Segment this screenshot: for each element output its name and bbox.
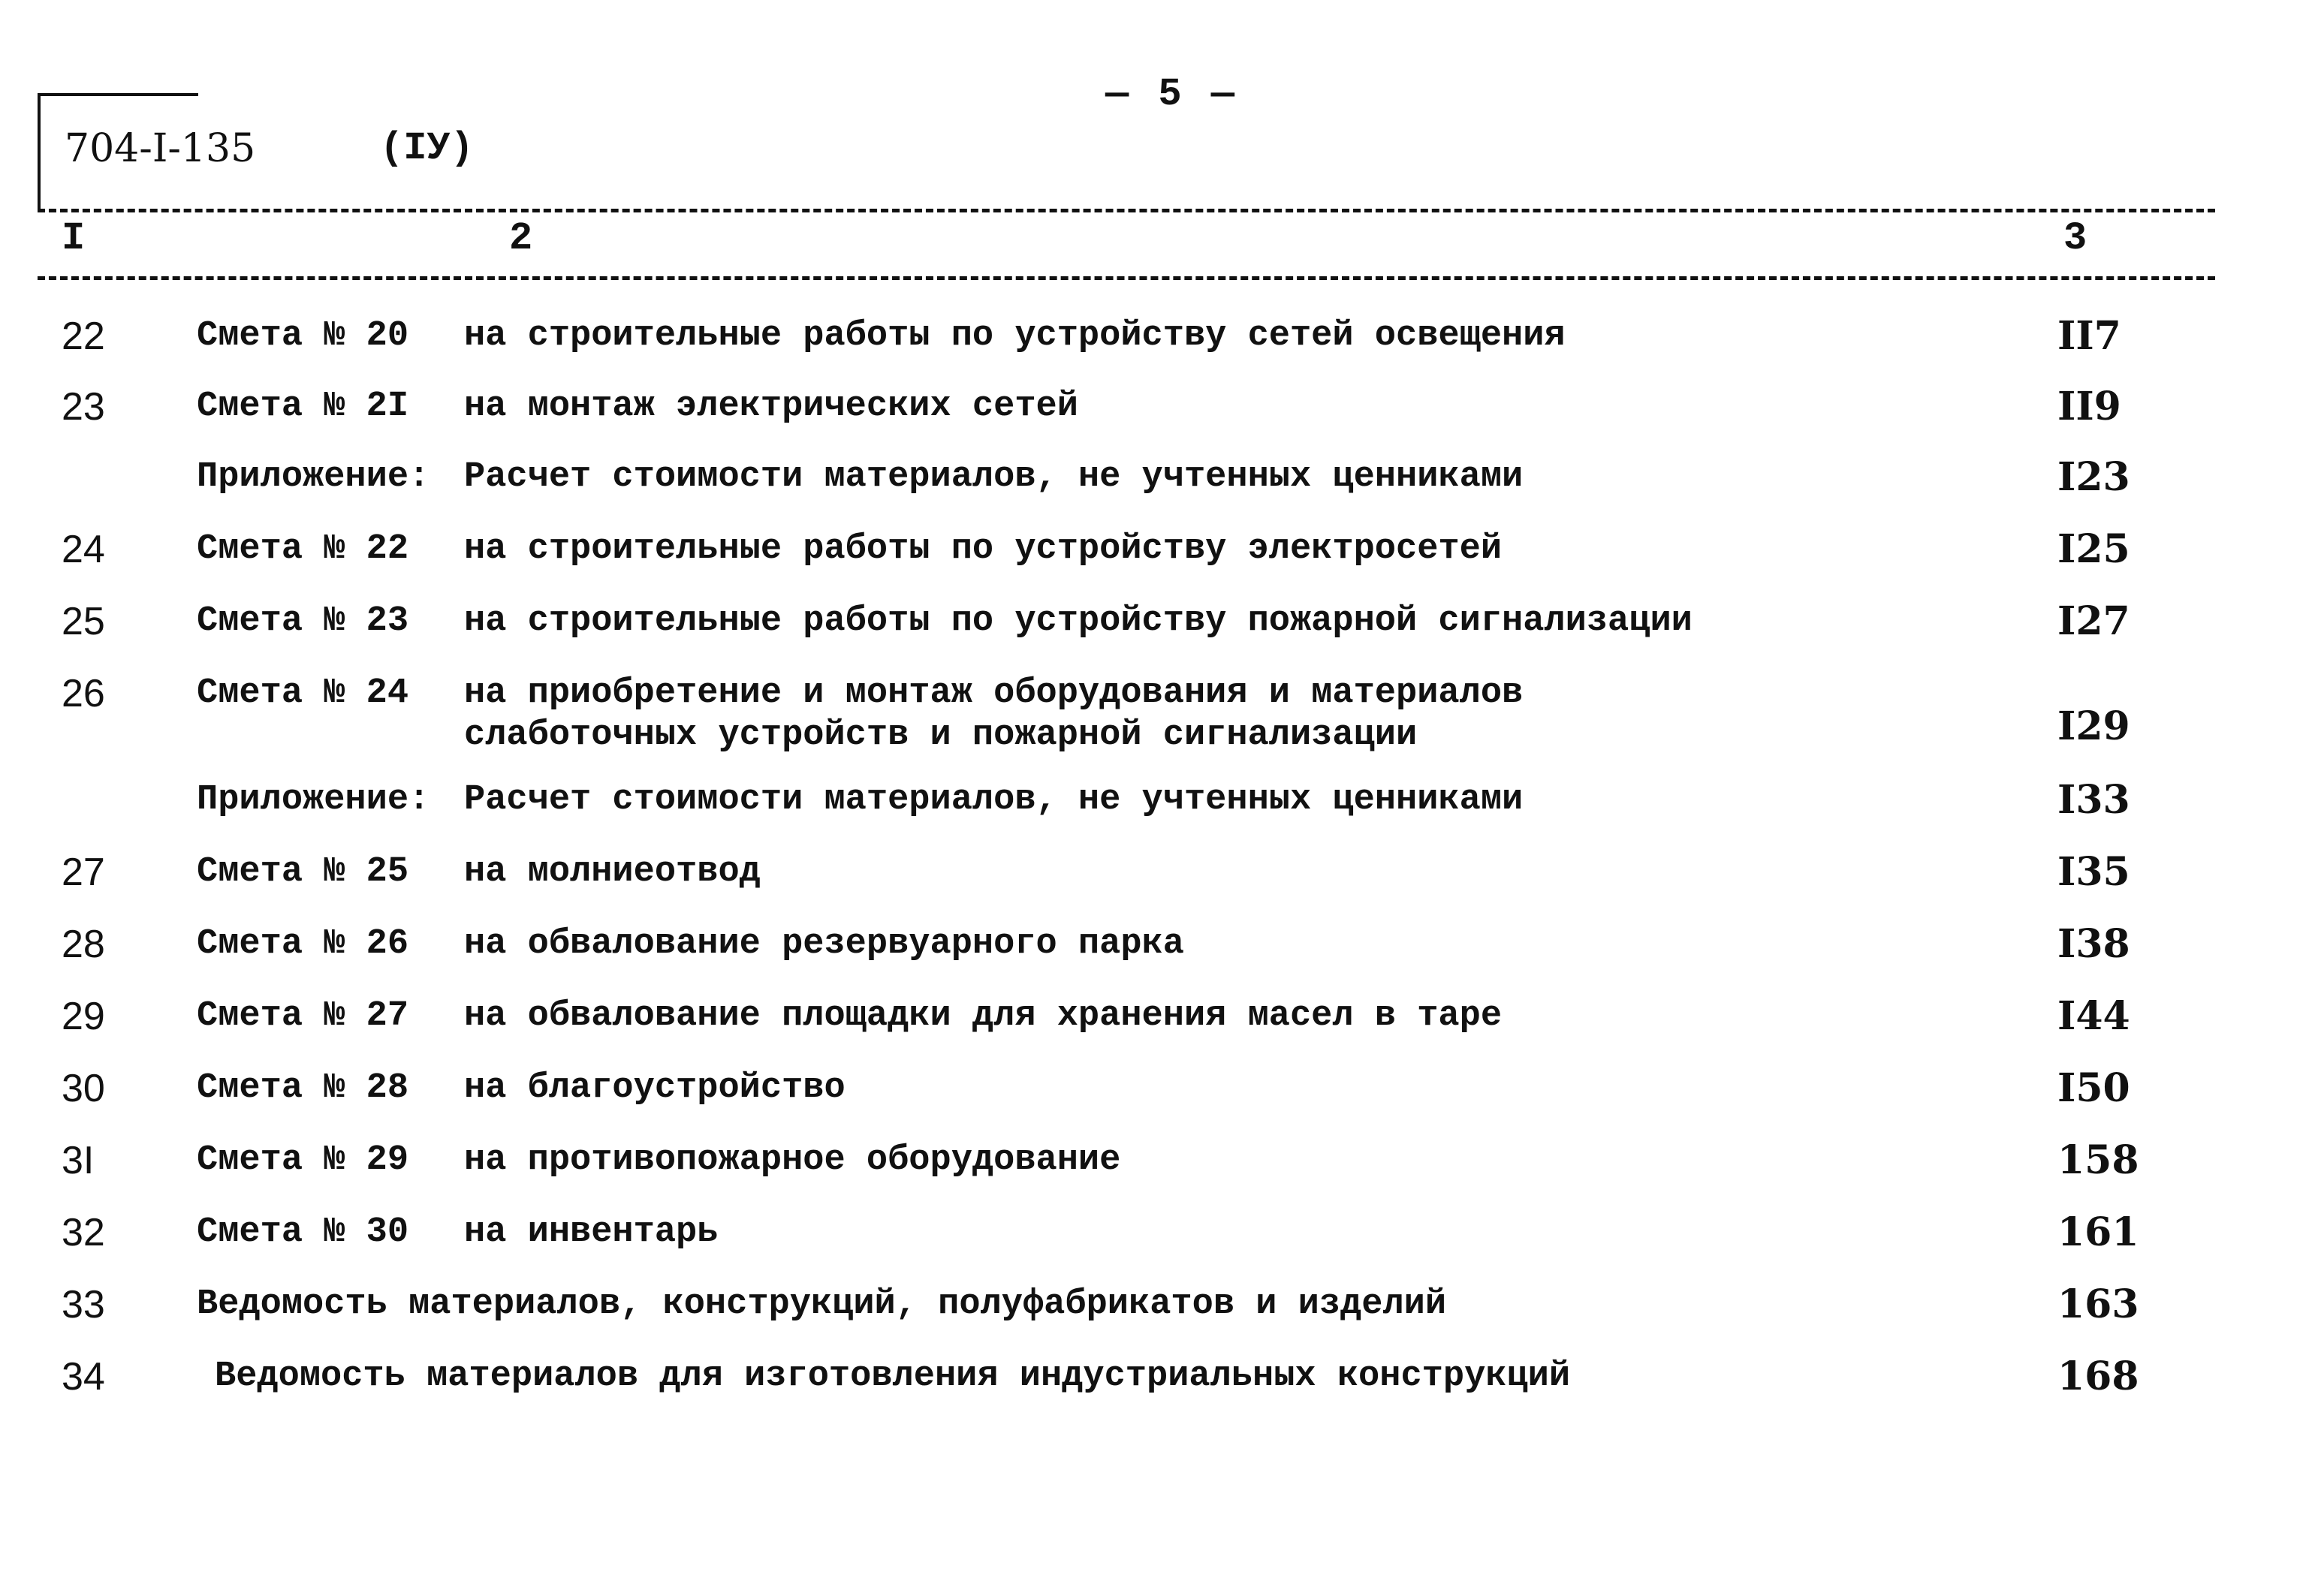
- item-kind: Приложение:: [197, 780, 430, 820]
- item-page-number: I27: [2057, 598, 2130, 644]
- item-title: Ведомость материалов, конструкций, полуфабрикатов и изделий: [197, 1284, 1447, 1324]
- item-kind: Смета № 25: [197, 852, 409, 892]
- item-page-number: I35: [2057, 849, 2130, 895]
- item-number: 28: [62, 923, 105, 966]
- list-item: [0, 315, 2306, 386]
- item-page-number: 161: [2057, 1209, 2139, 1255]
- item-page-number: II9: [2057, 384, 2121, 429]
- item-kind: Смета № 2I: [197, 387, 409, 426]
- item-description: [464, 1212, 718, 1254]
- description-line: на инвентарь: [464, 1212, 719, 1252]
- doc-version: (IУ): [380, 126, 474, 170]
- item-kind: Смета № 30: [197, 1212, 409, 1252]
- item-page-number: II7: [2057, 313, 2121, 359]
- list-item: [0, 851, 2306, 923]
- item-description: [464, 386, 1078, 428]
- item-description: [464, 923, 1184, 965]
- column-header-3: 3: [2063, 216, 2087, 260]
- item-kind: Смета № 20: [197, 316, 409, 356]
- item-kind: Смета № 28: [197, 1068, 409, 1108]
- item-number: 29: [62, 995, 105, 1038]
- item-page-number: I38: [2057, 921, 2130, 967]
- description-line: на строительные работы по устройству сетей освещения: [464, 316, 1566, 356]
- description-line: на обвалование площадки для хранения масел в таре: [464, 996, 1503, 1036]
- list-item: [0, 1137, 2306, 1212]
- list-item: [0, 1209, 2306, 1284]
- item-description: [464, 995, 1502, 1037]
- list-item: [0, 1065, 2306, 1140]
- dashed-rule-top: [38, 209, 2215, 212]
- item-description: [464, 1068, 846, 1110]
- item-number: 24: [62, 528, 105, 571]
- description-line: на строительные работы по устройству электросетей: [464, 529, 1503, 569]
- contents-list: [0, 315, 2306, 1428]
- item-page-number: I44: [2057, 993, 2130, 1039]
- description-line: на обвалование резервуарного парка: [464, 924, 1184, 964]
- description-line: Расчет стоимости материалов, не учтенных ценниками: [464, 457, 1524, 497]
- list-item: [0, 779, 2306, 851]
- item-number: 25: [62, 600, 105, 643]
- item-kind: Смета № 26: [197, 924, 409, 964]
- item-number: 27: [62, 851, 105, 894]
- description-line: на противопожарное оборудование: [464, 1140, 1121, 1180]
- item-description: [464, 1140, 1120, 1182]
- item-number: 32: [62, 1211, 105, 1254]
- item-page-number: 163: [2057, 1281, 2139, 1327]
- item-kind: Смета № 22: [197, 529, 409, 569]
- item-description: [464, 779, 1523, 821]
- item-title: Ведомость материалов для изготовления индустриальных конструкций: [215, 1357, 1571, 1396]
- dashed-rule-bottom: [38, 276, 2215, 280]
- list-item: [0, 456, 2306, 528]
- item-kind: Смета № 23: [197, 601, 409, 641]
- column-header-2: 2: [509, 216, 533, 260]
- item-description: [464, 601, 1693, 643]
- description-line: Расчет стоимости материалов, не учтенных ценниками: [464, 780, 1524, 820]
- item-description: [464, 528, 1502, 571]
- column-header-1: I: [62, 216, 86, 260]
- description-line: на строительные работы по устройству пожарной сигнализации: [464, 601, 1693, 641]
- list-item: [0, 923, 2306, 995]
- item-page-number: I50: [2057, 1065, 2130, 1111]
- item-number: 30: [62, 1067, 105, 1110]
- item-description: [464, 315, 1566, 357]
- description-line: на приобретение и монтаж оборудования и материалов: [464, 673, 1524, 713]
- description-line: на монтаж электрических сетей: [464, 387, 1078, 426]
- item-kind: Смета № 27: [197, 996, 409, 1036]
- item-kind: Смета № 29: [197, 1140, 409, 1180]
- list-item: [0, 1356, 2306, 1428]
- item-page-number: 158: [2057, 1137, 2139, 1183]
- item-description: [464, 673, 1523, 757]
- item-description: [464, 456, 1523, 498]
- item-kind: Смета № 24: [197, 673, 409, 713]
- list-item: [0, 528, 2306, 601]
- item-page-number: I29: [2057, 703, 2130, 749]
- list-item: [0, 598, 2306, 673]
- list-item: [0, 673, 2306, 779]
- item-number: 26: [62, 672, 105, 715]
- doc-code: 704-I-135: [65, 126, 256, 171]
- list-item: [0, 995, 2306, 1068]
- item-number: 3I: [62, 1139, 95, 1182]
- item-number: 22: [62, 315, 105, 358]
- item-description: [464, 851, 761, 893]
- description-line: на благоустройство: [464, 1068, 846, 1108]
- description-line: слаботочных устройств и пожарной сигнализации: [464, 715, 1418, 755]
- list-item: [0, 1281, 2306, 1356]
- item-page-number: I33: [2057, 777, 2130, 823]
- item-page-number: I23: [2057, 454, 2130, 500]
- description-line: на молниеотвод: [464, 852, 761, 892]
- item-page-number: I25: [2057, 526, 2130, 572]
- item-number: 23: [62, 385, 105, 429]
- item-page-number: 168: [2057, 1354, 2139, 1399]
- page-number: — 5 —: [1105, 72, 1238, 116]
- list-item: [0, 386, 2306, 456]
- item-number: 33: [62, 1283, 105, 1326]
- item-number: 34: [62, 1355, 105, 1399]
- item-kind: Приложение:: [197, 457, 430, 497]
